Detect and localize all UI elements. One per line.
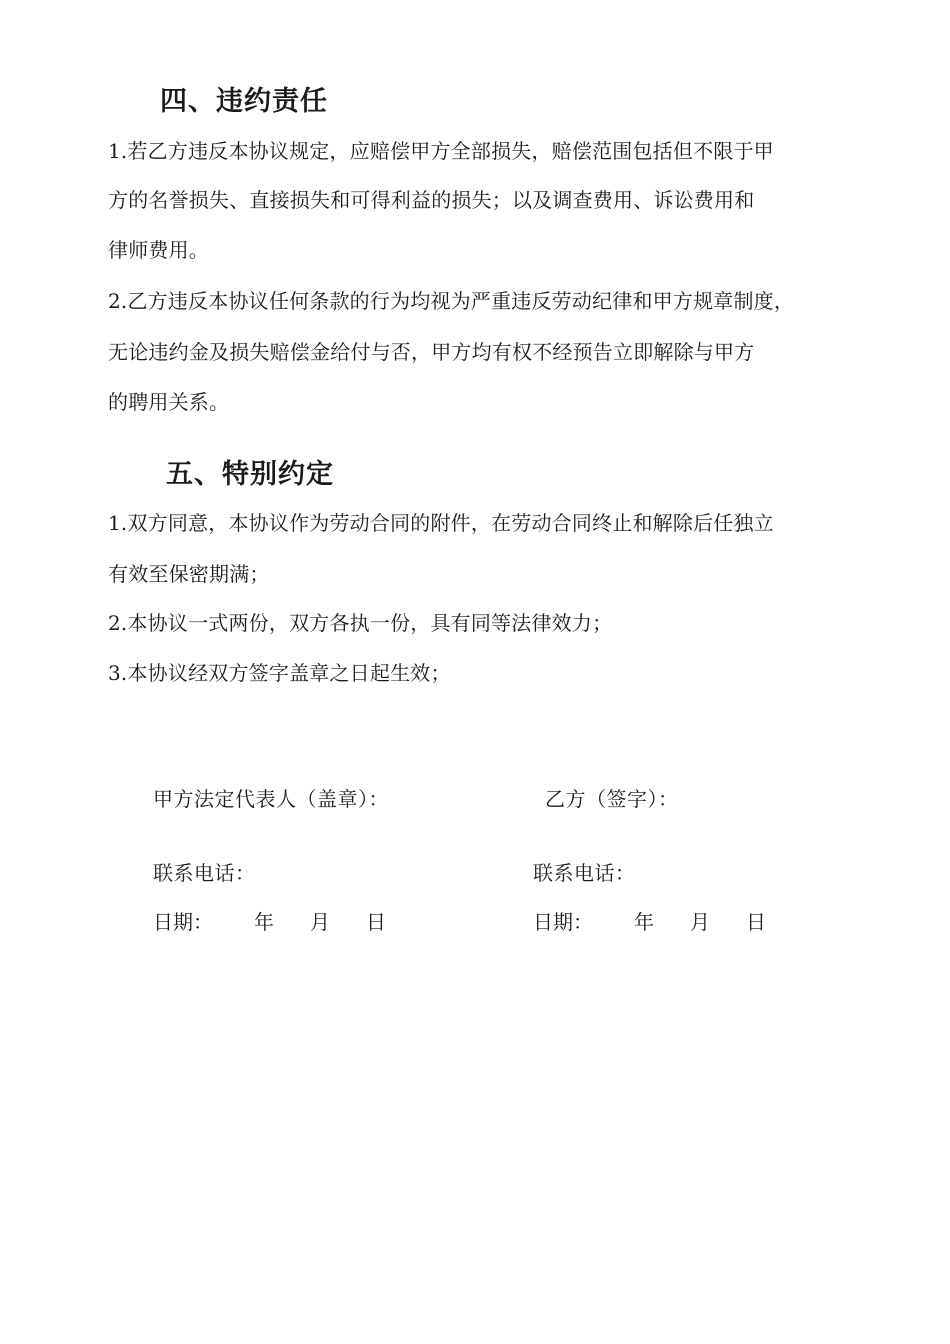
section-5-clause-3: 3.本协议经双方签字盖章之日起生效； [108,661,451,685]
section-4-clause-2-line-3: 的聘用关系。 [108,390,230,414]
section-5-heading: 五、特别约定 [166,459,334,490]
party-a-year-label: 年 [254,910,274,934]
party-b-month-label: 月 [690,910,710,934]
section-4-clause-1-line-2: 方的名誉损失、直接损失和可得利益的损失；以及调查费用、诉讼费用和 [108,188,755,212]
party-b-day-label: 日 [746,910,766,934]
party-b-date-label: 日期： [533,910,593,934]
party-a-month-label: 月 [310,910,330,934]
party-a-date-label: 日期： [153,910,213,934]
party-a-phone-label: 联系电话： [153,861,256,885]
section-5-clause-2: 2.本协议一式两份，双方各执一份，具有同等法律效力； [108,611,613,635]
section-5-clause-1-line-2: 有效至保密期满； [108,562,270,586]
party-b-signature-label: 乙方（签字）： [545,787,679,811]
party-b-year-label: 年 [634,910,654,934]
section-4-clause-1-line-1: 1.若乙方违反本协议规定，应赔偿甲方全部损失，赔偿范围包括但不限于甲 [108,139,774,163]
party-b-phone-label: 联系电话： [533,861,636,885]
section-4-clause-2-line-1: 2.乙方违反本协议任何条款的行为均视为严重违反劳动纪律和甲方规章制度， [108,289,795,313]
party-a-signature-label: 甲方法定代表人（盖章）： [153,787,389,811]
section-4-clause-1-line-3: 律师费用。 [108,238,209,262]
party-a-day-label: 日 [366,910,386,934]
section-4-clause-2-line-2: 无论违约金及损失赔偿金给付与否，甲方均有权不经预告立即解除与甲方 [108,340,755,364]
section-4-heading: 四、违约责任 [160,86,328,117]
section-5-clause-1-line-1: 1.双方同意，本协议作为劳动合同的附件，在劳动合同终止和解除后任独立 [108,511,774,535]
